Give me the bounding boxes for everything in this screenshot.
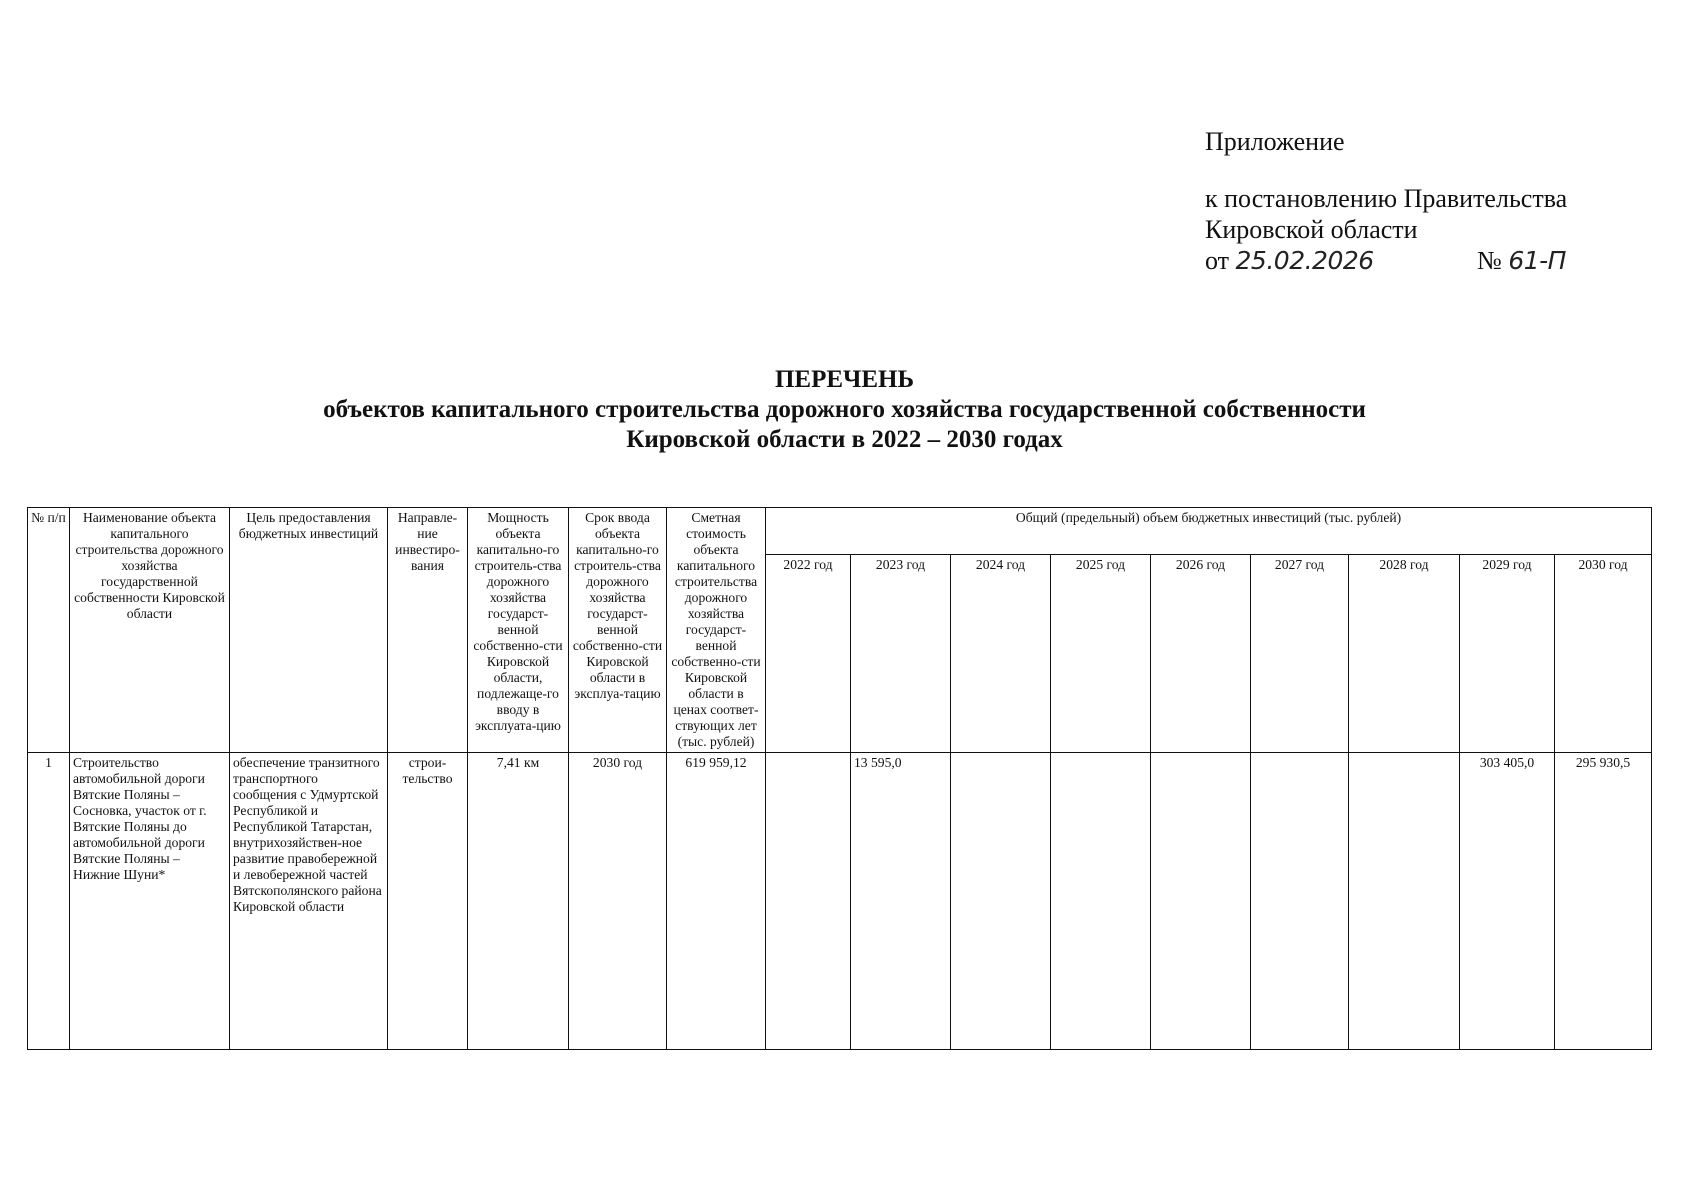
cell-goal: обеспечение транзитного транспортного сообщения с Удмуртской Республикой и Республикой Татарстан, внутрихозяйствен-ное развитие правобережной и левобережной частей Вятскополянского района Кировской области xyxy=(230,753,388,1050)
header-direction: Направле-ние инвестиро-вания xyxy=(388,508,468,753)
cell-cost: 619 959,12 xyxy=(667,753,766,1050)
cell-year xyxy=(1051,753,1151,1050)
header-year: 2030 год xyxy=(1555,555,1652,753)
cell-year xyxy=(951,753,1051,1050)
header-investments: Общий (предельный) объем бюджетных инвестиций (тыс. рублей) xyxy=(766,508,1652,555)
cell-capacity: 7,41 км xyxy=(468,753,569,1050)
cell-year xyxy=(766,753,851,1050)
header-year: 2027 год xyxy=(1251,555,1349,753)
number-prefix: № xyxy=(1477,246,1502,275)
header-row xyxy=(28,508,1652,555)
handwritten-number: 61-П xyxy=(1508,246,1566,275)
header-num: № п/п xyxy=(28,508,70,753)
header-year: 2029 год xyxy=(1460,555,1555,753)
handwritten-date: 25.02.2026 xyxy=(1235,246,1374,275)
header-year: 2028 год xyxy=(1349,555,1460,753)
header-goal: Цель предоставления бюджетных инвестиций xyxy=(230,508,388,753)
appendix-resolution-line: к постановлению Правительства xyxy=(1205,184,1568,213)
header-year: 2023 год xyxy=(851,555,951,753)
title-subheading: объектов капитального строительства дорожного хозяйства государственной собственности xyxy=(323,396,1366,423)
header-capacity: Мощность объекта капитально-го строитель-ства дорожного хозяйства государст-венной собственно-сти Кировской области, подлежаще-го вводу в эксплуата-цию xyxy=(468,508,569,753)
table-row xyxy=(28,753,1652,1050)
cell-name: Строительство автомобильной дороги Вятские Поляны – Сосновка, участок от г. Вятские Поляны до автомобильной дороги Вятские Поляны – Нижние Шуни* xyxy=(70,753,230,1050)
header-year: 2026 год xyxy=(1151,555,1251,753)
appendix-title: Приложение xyxy=(1205,127,1345,156)
cell-year xyxy=(1151,753,1251,1050)
header-cost: Сметная стоимость объекта капитального строительства дорожного хозяйства государст-венной собственно-сти Кировской области в ценах соответ-ствующих лет (тыс. рублей) xyxy=(667,508,766,753)
title-period: Кировской области в 2022 – 2030 годах xyxy=(626,426,1063,453)
header-year: 2024 год xyxy=(951,555,1051,753)
investment-table xyxy=(27,507,1652,1050)
title-heading: ПЕРЕЧЕНЬ xyxy=(774,366,915,393)
appendix-block xyxy=(1205,126,1567,279)
number-part xyxy=(1477,245,1566,276)
cell-year: 13 595,0 xyxy=(851,753,951,1050)
date-prefix: от xyxy=(1205,246,1230,275)
cell-year xyxy=(1349,753,1460,1050)
cell-num: 1 xyxy=(28,753,70,1050)
cell-year: 303 405,0 xyxy=(1460,753,1555,1050)
document-title xyxy=(0,365,1689,455)
header-term: Срок ввода объекта капитально-го строитель-ства дорожного хозяйства государст-венной собственно-сти Кировской области в эксплуа-тацию xyxy=(569,508,667,753)
cell-direction: строи-тельство xyxy=(388,753,468,1050)
cell-year xyxy=(1251,753,1349,1050)
cell-year: 295 930,5 xyxy=(1555,753,1652,1050)
header-name: Наименование объекта капитального строительства дорожного хозяйства государственной собственности Кировской области xyxy=(70,508,230,753)
header-year: 2022 год xyxy=(766,555,851,753)
appendix-region-line: Кировской области xyxy=(1205,215,1418,244)
header-year: 2025 год xyxy=(1051,555,1151,753)
cell-term: 2030 год xyxy=(569,753,667,1050)
appendix-date-number xyxy=(1205,245,1567,279)
